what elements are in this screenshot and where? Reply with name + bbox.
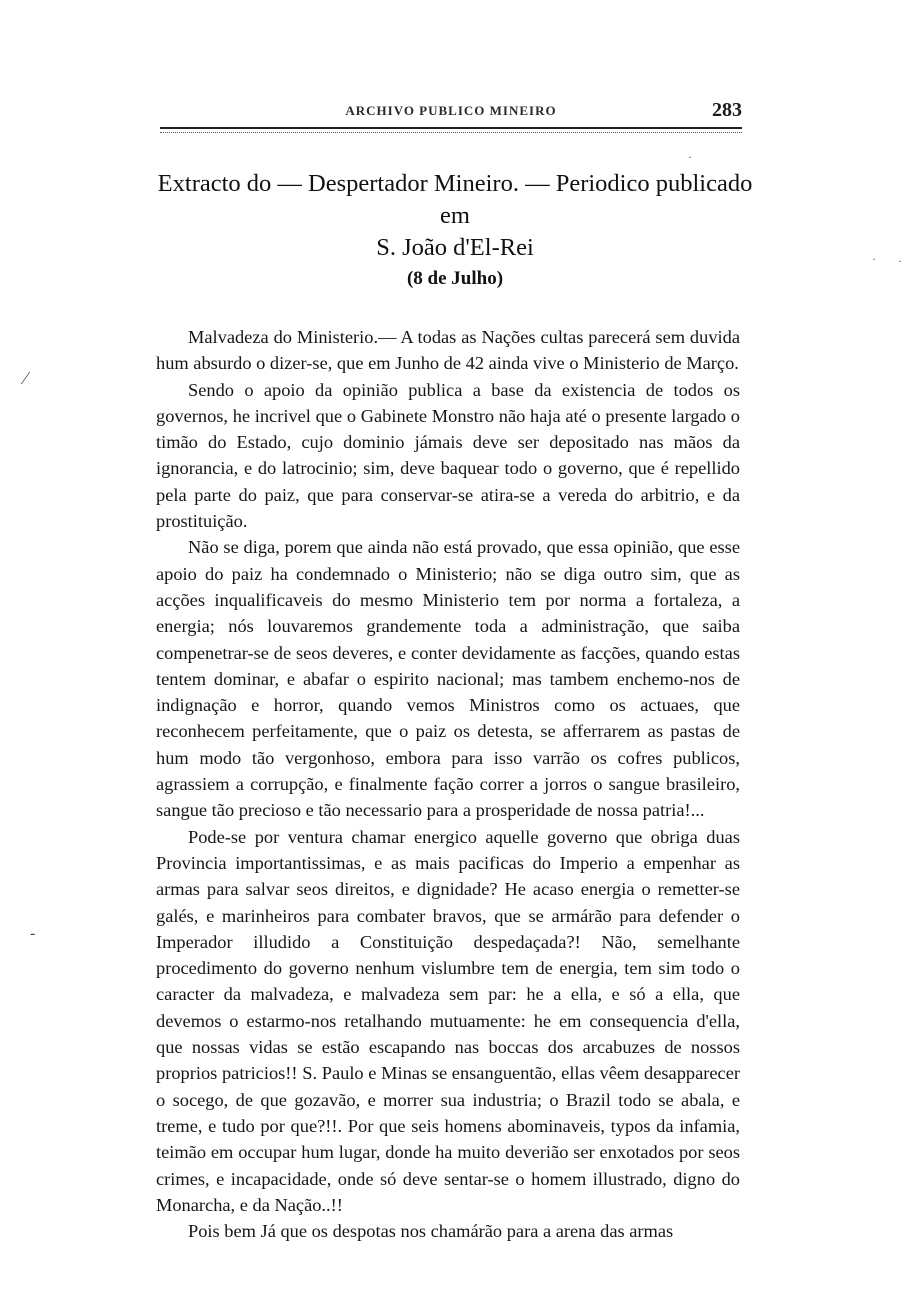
margin-mark: ‐ [30,925,36,942]
paragraph: Não se diga, porem que ainda não está provado, que essa opinião, que esse apoio do paiz ha condemnado o Ministerio; não se diga outro sim, que as acções inqualificaveis do mesmo Ministerio tem por norma a fortaleza, a energia; nós louvaremos grandemente toda a administração, que saiba compenetrar-se de seos deveres, e conter devidamente as facções, quando estas tentem dominar, e abafar o espirito nacional; mas tambem enchemo-nos de indignação e horror, quando vemos Ministros como os actuaes, que reconhecem perfeitamente, que o paiz os detesta, se afferrarem as pastas de hum modo tão vergonhoso, embora para isso varrão os cofres publicos, agrassiem a corrupção, e finalmente fação correr a jorros o sangue brasileiro, sangue tão precioso e tão necessario para a prosperidade de nossa patria!... [156,537,740,821]
article-title-line-1: Extracto do — Despertador Mineiro. — Periodico publicado em [157,170,753,229]
page-number: 283 [712,99,742,121]
article-title [150,168,760,264]
article-date: (8 de Julho) [406,268,504,289]
paragraph: Pois bem Já que os despotas nos chamárão para a arena das armas [188,1221,674,1242]
print-speck: · [872,252,876,266]
paragraph: Pode-se por ventura chamar energico aquelle governo que obriga duas Provincia importantissimas, e as mais pacificas do Imperio a empenhar as armas para salvar seos direitos, e dignidade? He acaso energia o remetter-se galés, e marinheiros para combater bravos, que se armárão para defender o Imperador illudido a Constituição despedaçada?! Não, semelhante procedimento do governo nenhum vislumbre tem de energia, tem sim todo o caracter da malvadeza, e malvadeza sem par: he a ella, e só a ella, que devemos o estarmo-nos retalhando mutuamente: he em consequencia d'ella, que nossas vidas se estão escapando nas boccas dos arcabuzes de nossos proprios patricios!! S. Paulo e Minas se ensanguentão, ellas vêem desapparecer o socego, de que gozavão, e morrer sua industria; o Brazil todo se abala, e treme, e tudo por que?!!. Por que seis homens abominaveis, typos da infamia, teimão em occupar hum lugar, donde ha muito deverião ser enxotados por seos crimes, e incapacidade, onde só deve sentar-se o homem illustrado, digno do Monarcha, e da Nação..!! [156,826,740,1215]
paragraph: Malvadeza do Ministerio.— A todas as Nações cultas parecerá sem duvida hum absurdo o dizer-se, que em Junho de 42 ainda vive o Ministerio de Março. [156,327,740,374]
print-speck: · [898,254,902,268]
article-body [156,324,740,1244]
print-speck: · [688,150,692,164]
article-title-line-2: S. João d'El-Rei [376,234,534,261]
running-head [160,99,742,125]
running-head-title: ARCHIVO PUBLICO MINEIRO [345,103,557,118]
margin-mark: ⁄ [24,368,28,388]
paragraph: Sendo o apoio da opinião publica a base da existencia de todos os governos, he incrivel que o Gabinete Monstro não haja até o presente largado o timão do Estado, cujo dominio jámais deve ser depositado nas mãos da ignorancia, e do latrocinio; sim, deve baquear todo o governo, que é repellido pela parte do paiz, que para conservar-se atira-se a vereda do arbitrio, e da prostituição. [156,379,740,532]
header-rule [160,127,742,133]
